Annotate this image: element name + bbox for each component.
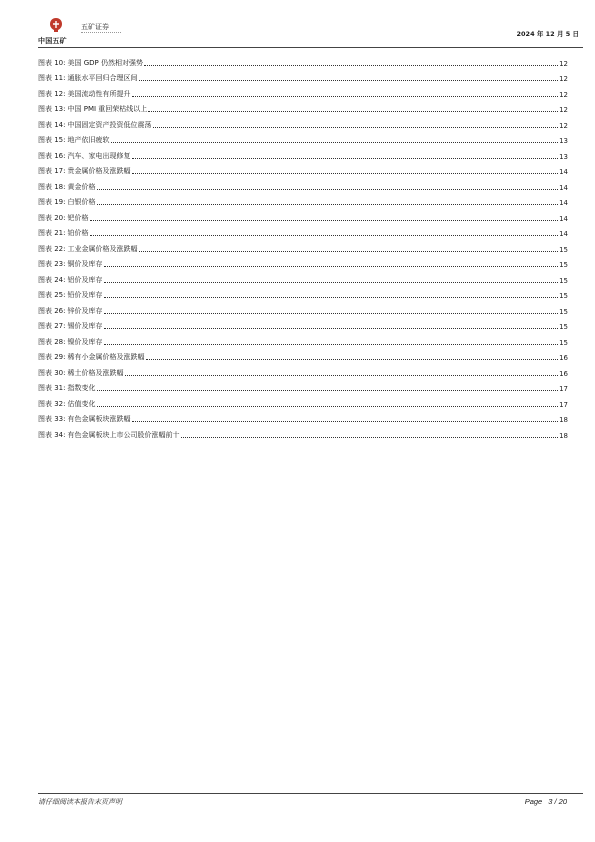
- toc-entry-page: 18: [559, 431, 568, 440]
- toc-entry-page: 15: [559, 338, 568, 347]
- toc-entry-label: 图表 29:: [38, 353, 66, 361]
- toc-entry[interactable]: [38, 300, 568, 316]
- toc-entry[interactable]: [38, 347, 568, 363]
- toc-entry[interactable]: [38, 176, 568, 192]
- toc-entry-label: 图表 20:: [38, 213, 66, 222]
- report-date: 2024 年 12 月 5 日: [516, 30, 579, 38]
- toc-entry-label: 图表 34:: [38, 430, 66, 439]
- toc-leader-dots: [90, 234, 559, 236]
- toc-entry-title: 镍价及库存: [67, 337, 103, 346]
- toc-entry-title: 指数变化: [67, 384, 96, 392]
- toc-leader-dots: [104, 327, 559, 329]
- page-indicator: [519, 797, 567, 806]
- toc-leader-dots: [132, 95, 559, 97]
- toc-entry-title: 有色金属板块涨跌幅: [67, 415, 131, 423]
- toc-leader-dots: [104, 296, 559, 298]
- toc-leader-dots: [153, 126, 559, 128]
- toc-entry-page: 12: [559, 59, 568, 68]
- toc-entry-label: 图表 13:: [38, 105, 66, 113]
- toc-entry[interactable]: [38, 192, 568, 208]
- toc-entry-label: 图表 31:: [38, 384, 66, 392]
- toc-entry-page: 14: [559, 214, 568, 223]
- toc-entry[interactable]: [38, 130, 568, 146]
- toc-entry[interactable]: [38, 424, 568, 440]
- toc-leader-dots: [125, 374, 559, 376]
- toc-entry-label: 图表 17:: [38, 167, 66, 175]
- toc-entry[interactable]: [38, 83, 568, 99]
- footer-disclaimer: 请仔细阅读本报告末页声明: [38, 798, 122, 806]
- toc-entry[interactable]: [38, 331, 568, 347]
- toc-entry[interactable]: [38, 362, 568, 378]
- toc-entry-page: 15: [559, 323, 568, 331]
- header-divider: [38, 47, 583, 48]
- toc-entry-page: 18: [559, 416, 568, 424]
- toc-entry-title: 铂价格: [67, 229, 89, 237]
- toc-entry-label: 图表 12:: [38, 89, 66, 98]
- toc-leader-dots: [139, 79, 559, 81]
- toc-entry-title: 铝价及库存: [67, 275, 103, 284]
- toc-entry-title: 铅价及库存: [67, 291, 103, 299]
- toc-entry-page: 15: [559, 261, 568, 269]
- toc-entry-label: 图表 32:: [38, 399, 66, 408]
- toc-entry-title: 中国 PMI 重回荣枯线以上: [67, 105, 148, 113]
- toc-leader-dots: [97, 203, 559, 205]
- toc-entry[interactable]: [38, 393, 568, 409]
- toc-entry[interactable]: [38, 238, 568, 254]
- firm-tagline-decoration: [81, 32, 121, 35]
- toc-entry-title: 黄金价格: [67, 182, 96, 191]
- toc-entry-title: 锌价及库存: [67, 306, 103, 315]
- toc-leader-dots: [97, 188, 559, 190]
- toc-entry-title: 贵金属价格及涨跌幅: [67, 167, 131, 175]
- toc-entry-page: 15: [559, 292, 568, 300]
- toc-leader-dots: [90, 219, 559, 221]
- toc-entry-title: 地产依旧疲软: [67, 136, 110, 144]
- toc-entry[interactable]: [38, 52, 568, 68]
- toc-entry-page: 14: [559, 183, 568, 192]
- toc-entry-title: 锡价及库存: [67, 322, 103, 330]
- toc-entry-title: 工业金属价格及涨跌幅: [67, 244, 138, 253]
- toc-entry[interactable]: [38, 68, 568, 84]
- page-word: Page: [524, 797, 543, 806]
- toc-entry-page: 16: [559, 354, 568, 362]
- toc-entry-title: 中国固定资产投资低位震荡: [67, 120, 152, 129]
- toc-entry-title: 白银价格: [67, 198, 96, 206]
- toc-leader-dots: [148, 110, 558, 112]
- toc-entry-title: 美国流动性有所提升: [67, 89, 131, 98]
- toc-entry-title: 铜价及库存: [67, 260, 103, 268]
- toc-entry-label: 图表 11:: [38, 74, 66, 82]
- toc-entry-label: 图表 22:: [38, 244, 66, 253]
- page-number: 3 / 20: [548, 797, 567, 806]
- logo-text: 中国五矿: [38, 37, 67, 45]
- toc-leader-dots: [132, 172, 559, 174]
- toc-leader-dots: [144, 64, 558, 66]
- toc-entry-label: 图表 10:: [38, 58, 66, 67]
- toc-entry-title: 有色金属板块上市公司股价涨幅前十: [67, 430, 180, 439]
- firm-name: 五矿证券: [81, 23, 109, 31]
- toc-entry-label: 图表 23:: [38, 260, 66, 268]
- toc-entry-page: 12: [559, 121, 568, 130]
- toc-entry[interactable]: [38, 114, 568, 130]
- toc-entry-label: 图表 16:: [38, 151, 66, 160]
- toc-entry-page: 17: [559, 400, 568, 409]
- toc-entry-label: 图表 19:: [38, 198, 66, 206]
- toc-entry-page: 16: [559, 369, 568, 378]
- toc-entry[interactable]: [38, 99, 568, 115]
- toc-entry[interactable]: [38, 145, 568, 161]
- toc-entry-title: 通胀水平回归合理区间: [67, 74, 138, 82]
- toc-entry-page: 13: [559, 152, 568, 161]
- toc-entry[interactable]: [38, 409, 568, 425]
- toc-entry[interactable]: [38, 285, 568, 301]
- toc-entry-title: 美国 GDP 仍然相对强势: [67, 58, 143, 67]
- toc-entry-label: 图表 14:: [38, 120, 66, 129]
- toc-entry-title: 估值变化: [67, 399, 96, 408]
- toc-leader-dots: [104, 312, 559, 314]
- toc-entry-label: 图表 27:: [38, 322, 66, 330]
- toc-entry-title: 汽车、家电出现修复: [67, 151, 131, 160]
- company-logo-icon: [49, 17, 63, 33]
- page-header: [0, 0, 595, 52]
- toc-entry[interactable]: [38, 378, 568, 394]
- toc-entry-page: 15: [559, 245, 568, 254]
- toc-leader-dots: [104, 343, 559, 345]
- toc-leader-dots: [104, 265, 559, 267]
- toc-entry-label: 图表 25:: [38, 291, 66, 299]
- toc-entry-title: 稀土价格及涨跌幅: [67, 368, 124, 377]
- toc-entry-label: 图表 28:: [38, 337, 66, 346]
- toc-entry[interactable]: [38, 269, 568, 285]
- figure-index-list: [38, 52, 568, 440]
- toc-leader-dots: [139, 250, 559, 252]
- toc-entry-page: 15: [559, 307, 568, 316]
- toc-leader-dots: [97, 405, 559, 407]
- toc-entry-page: 12: [559, 106, 568, 114]
- toc-leader-dots: [181, 436, 559, 438]
- toc-entry-label: 图表 26:: [38, 306, 66, 315]
- toc-entry[interactable]: [38, 316, 568, 332]
- toc-entry-label: 图表 21:: [38, 229, 66, 237]
- toc-entry-page: 14: [559, 199, 568, 207]
- toc-leader-dots: [97, 389, 559, 391]
- toc-entry-page: 15: [559, 276, 568, 285]
- toc-entry-title: 钯价格: [67, 213, 89, 222]
- toc-entry-title: 稀有小金属价格及涨跌幅: [67, 353, 145, 361]
- toc-leader-dots: [132, 157, 559, 159]
- toc-leader-dots: [132, 420, 559, 422]
- toc-leader-dots: [104, 281, 559, 283]
- toc-entry[interactable]: [38, 161, 568, 177]
- toc-entry-label: 图表 33:: [38, 415, 66, 423]
- toc-entry-label: 图表 30:: [38, 368, 66, 377]
- toc-entry-label: 图表 18:: [38, 182, 66, 191]
- toc-entry[interactable]: [38, 223, 568, 239]
- toc-entry-page: 17: [559, 385, 568, 393]
- toc-entry-page: 12: [559, 75, 568, 83]
- toc-entry-page: 13: [559, 137, 568, 145]
- toc-entry[interactable]: [38, 254, 568, 270]
- toc-leader-dots: [146, 358, 559, 360]
- toc-entry-page: 14: [559, 168, 568, 176]
- toc-entry-label: 图表 15:: [38, 136, 66, 144]
- toc-leader-dots: [111, 141, 559, 143]
- toc-entry[interactable]: [38, 207, 568, 223]
- footer-divider: [38, 793, 583, 794]
- toc-entry-page: 14: [559, 230, 568, 238]
- toc-entry-page: 12: [559, 90, 568, 99]
- toc-entry-label: 图表 24:: [38, 275, 66, 284]
